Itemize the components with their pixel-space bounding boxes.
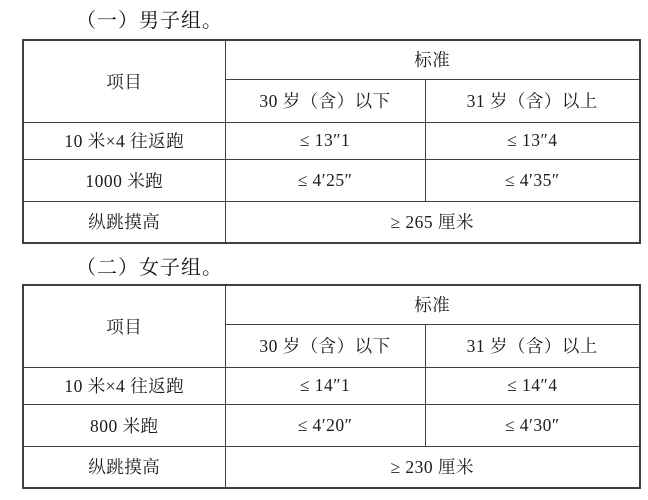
event-cell: 纵跳摸高: [23, 201, 225, 243]
table-row: [23, 446, 640, 488]
table-row: [23, 40, 640, 79]
age-header-cell-under-30: 30 岁（含）以下: [225, 79, 425, 122]
table-row: [23, 201, 640, 243]
womens-standards-table: [22, 284, 641, 489]
table-row: [23, 404, 640, 446]
value-cell: ≤ 14″1: [225, 367, 425, 404]
value-cell: ≤ 13″1: [225, 122, 425, 159]
table-row: [23, 122, 640, 159]
table-row: [23, 285, 640, 324]
age-header-cell-over-31: 31 岁（含）以上: [425, 324, 640, 367]
standard-header-cell: 标准: [225, 285, 640, 324]
event-cell: 10 米×4 往返跑: [23, 367, 225, 404]
merged-value-cell: ≥ 265 厘米: [225, 201, 640, 243]
section-title-womens-group: （二）女子组。: [76, 257, 223, 279]
item-header-cell: 项目: [23, 40, 225, 122]
value-cell: ≤ 14″4: [425, 367, 640, 404]
table-row: [23, 159, 640, 201]
age-header-cell-under-30: 30 岁（含）以下: [225, 324, 425, 367]
table-row: [23, 367, 640, 404]
value-cell: ≤ 4′35″: [425, 159, 640, 201]
value-cell: ≤ 4′20″: [225, 404, 425, 446]
standard-header-cell: 标准: [225, 40, 640, 79]
event-cell: 1000 米跑: [23, 159, 225, 201]
value-cell: ≤ 4′25″: [225, 159, 425, 201]
value-cell: ≤ 4′30″: [425, 404, 640, 446]
item-header-cell: 项目: [23, 285, 225, 367]
section-title-mens-group: （一）男子组。: [76, 10, 223, 32]
merged-value-cell: ≥ 230 厘米: [225, 446, 640, 488]
event-cell: 10 米×4 往返跑: [23, 122, 225, 159]
mens-standards-table: [22, 39, 641, 244]
value-cell: ≤ 13″4: [425, 122, 640, 159]
event-cell: 800 米跑: [23, 404, 225, 446]
event-cell: 纵跳摸高: [23, 446, 225, 488]
age-header-cell-over-31: 31 岁（含）以上: [425, 79, 640, 122]
